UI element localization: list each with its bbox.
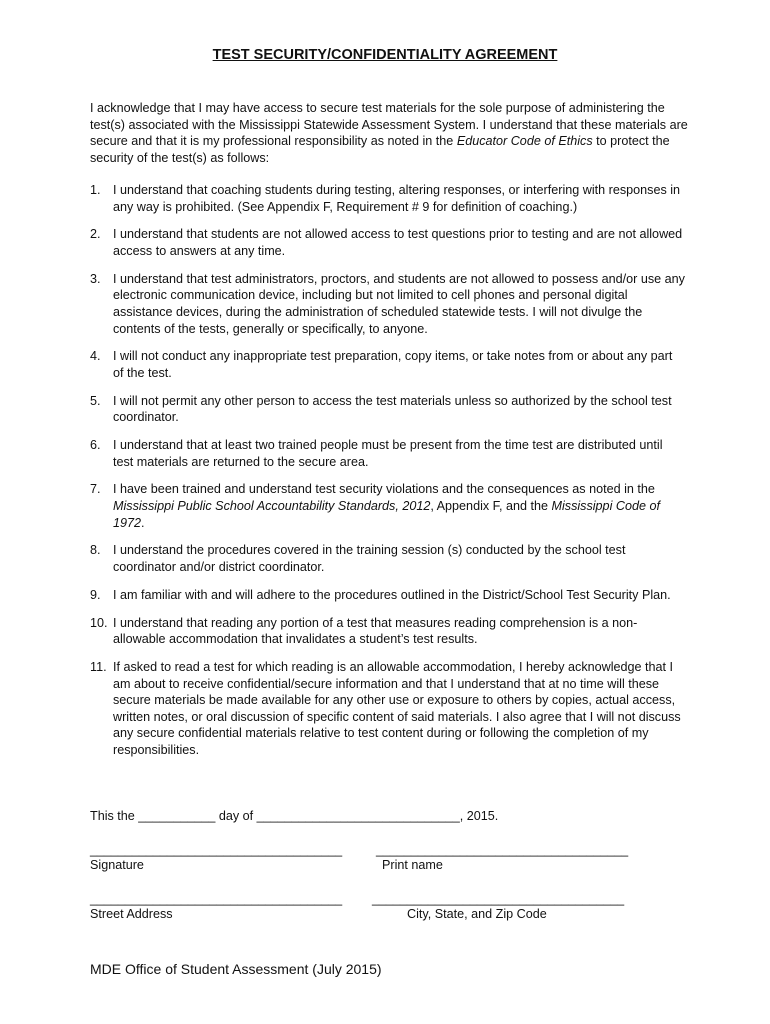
list-item	[90, 226, 685, 259]
item-number: 8.	[90, 543, 101, 558]
list-item	[90, 182, 685, 215]
street-address-line[interactable]: ____________________________________	[90, 892, 343, 906]
item-text: I understand the procedures covered in the training session (s) conducted by the school test coordinator and/or district coordinator.	[113, 543, 626, 574]
print-name-line[interactable]: ____________________________________	[376, 843, 629, 857]
intro-text-1: I acknowledge that I may have access to secure test materials for the sole purpose of administering the test(s) associated with the Mississippi Statewide Assessment System. I understand that these materials are secure and that it is my professional responsibility as noted in the	[90, 101, 688, 149]
street-address-label: Street Address	[90, 907, 173, 921]
item-italic: Mississippi Public School Accountability Standards, 2012	[113, 499, 431, 514]
list-item	[90, 348, 685, 381]
intro-italic: Educator Code of Ethics	[456, 134, 593, 149]
print-name-label: Print name	[382, 858, 443, 872]
item-number: 11.	[90, 659, 107, 674]
item-number: 6.	[90, 438, 101, 453]
list-item	[90, 587, 685, 604]
item-number: 5.	[90, 393, 101, 408]
item-text-part: .	[141, 515, 145, 530]
item-number: 10.	[90, 615, 108, 630]
item-text: I understand that students are not allowed access to test questions prior to testing and are not allowed access to answers at any time.	[113, 227, 683, 258]
item-number: 3.	[90, 271, 101, 286]
city-state-zip-line[interactable]: ____________________________________	[372, 892, 625, 906]
item-number: 9.	[90, 587, 101, 602]
item-text-part: I have been trained and understand test security violations and the consequences as noted in the	[113, 482, 655, 497]
item-text: I will not conduct any inappropriate test preparation, copy items, or take notes from or about any part of the test.	[113, 349, 673, 380]
item-text: I understand that coaching students during testing, altering responses, or interfering with responses in any way is prohibited. (See Appendix F, Requirement # 9 for definition of coaching.)	[113, 183, 681, 214]
list-item	[90, 393, 685, 426]
signature-label: Signature	[90, 858, 144, 872]
date-line[interactable]: This the ___________ day of _____________________________, 2015.	[90, 809, 499, 823]
item-number: 7.	[90, 482, 101, 497]
intro-text-2: to protect the security of the test(s) as follows:	[90, 134, 670, 165]
footer-text: MDE Office of Student Assessment (July 2015)	[90, 961, 382, 977]
item-text: I will not permit any other person to access the test materials unless so authorized by the school test coordinator.	[113, 393, 672, 425]
list-item	[90, 437, 685, 470]
item-text: I understand that test administrators, proctors, and students are not allowed to possess and/or use any electronic communication device, including but not limited to cell phones and personal digital assistance devices, during the administration of scheduled statewide tests. I will not divulge the contents of the tests, generally or specifically, to anyone.	[113, 271, 685, 336]
list-item	[90, 481, 685, 531]
agreement-list	[90, 182, 685, 770]
item-text: I understand that reading any portion of a test that measures reading comprehension is a non-allowable accommodation that invalidates a student’s test results.	[113, 615, 638, 647]
signature-line[interactable]: ____________________________________	[90, 843, 343, 857]
document-title: TEST SECURITY/CONFIDENTIALITY AGREEMENT	[212, 47, 558, 63]
city-state-zip-label: City, State, and Zip Code	[407, 907, 547, 921]
item-text: If asked to read a test for which reading is an allowable accommodation, I hereby acknowledge that I am about to receive confidential/secure information and that I understand that at no time will these secure materials be made available for any other use or exposure to others by copies, actual access, written notes, or oral discussion of specific content of said materials. I also agree that I will not discuss any secure confidential materials relative to test content during or following the completion of my responsibilities.	[113, 659, 681, 757]
item-italic: Mississippi Code of 1972	[113, 499, 660, 530]
list-item	[90, 659, 685, 759]
item-text: I am familiar with and will adhere to the procedures outlined in the District/School Test Security Plan.	[113, 587, 671, 602]
list-item	[90, 271, 685, 337]
item-number: 4.	[90, 349, 101, 364]
list-item	[90, 615, 685, 648]
item-text: I understand that at least two trained people must be present from the time test are distributed until test materials are returned to the secure area.	[113, 438, 663, 469]
list-item	[90, 542, 685, 575]
item-text-part: , Appendix F, and the	[430, 499, 552, 514]
item-number: 2.	[90, 227, 101, 242]
item-number: 1.	[90, 183, 101, 197]
intro-paragraph	[90, 100, 690, 166]
